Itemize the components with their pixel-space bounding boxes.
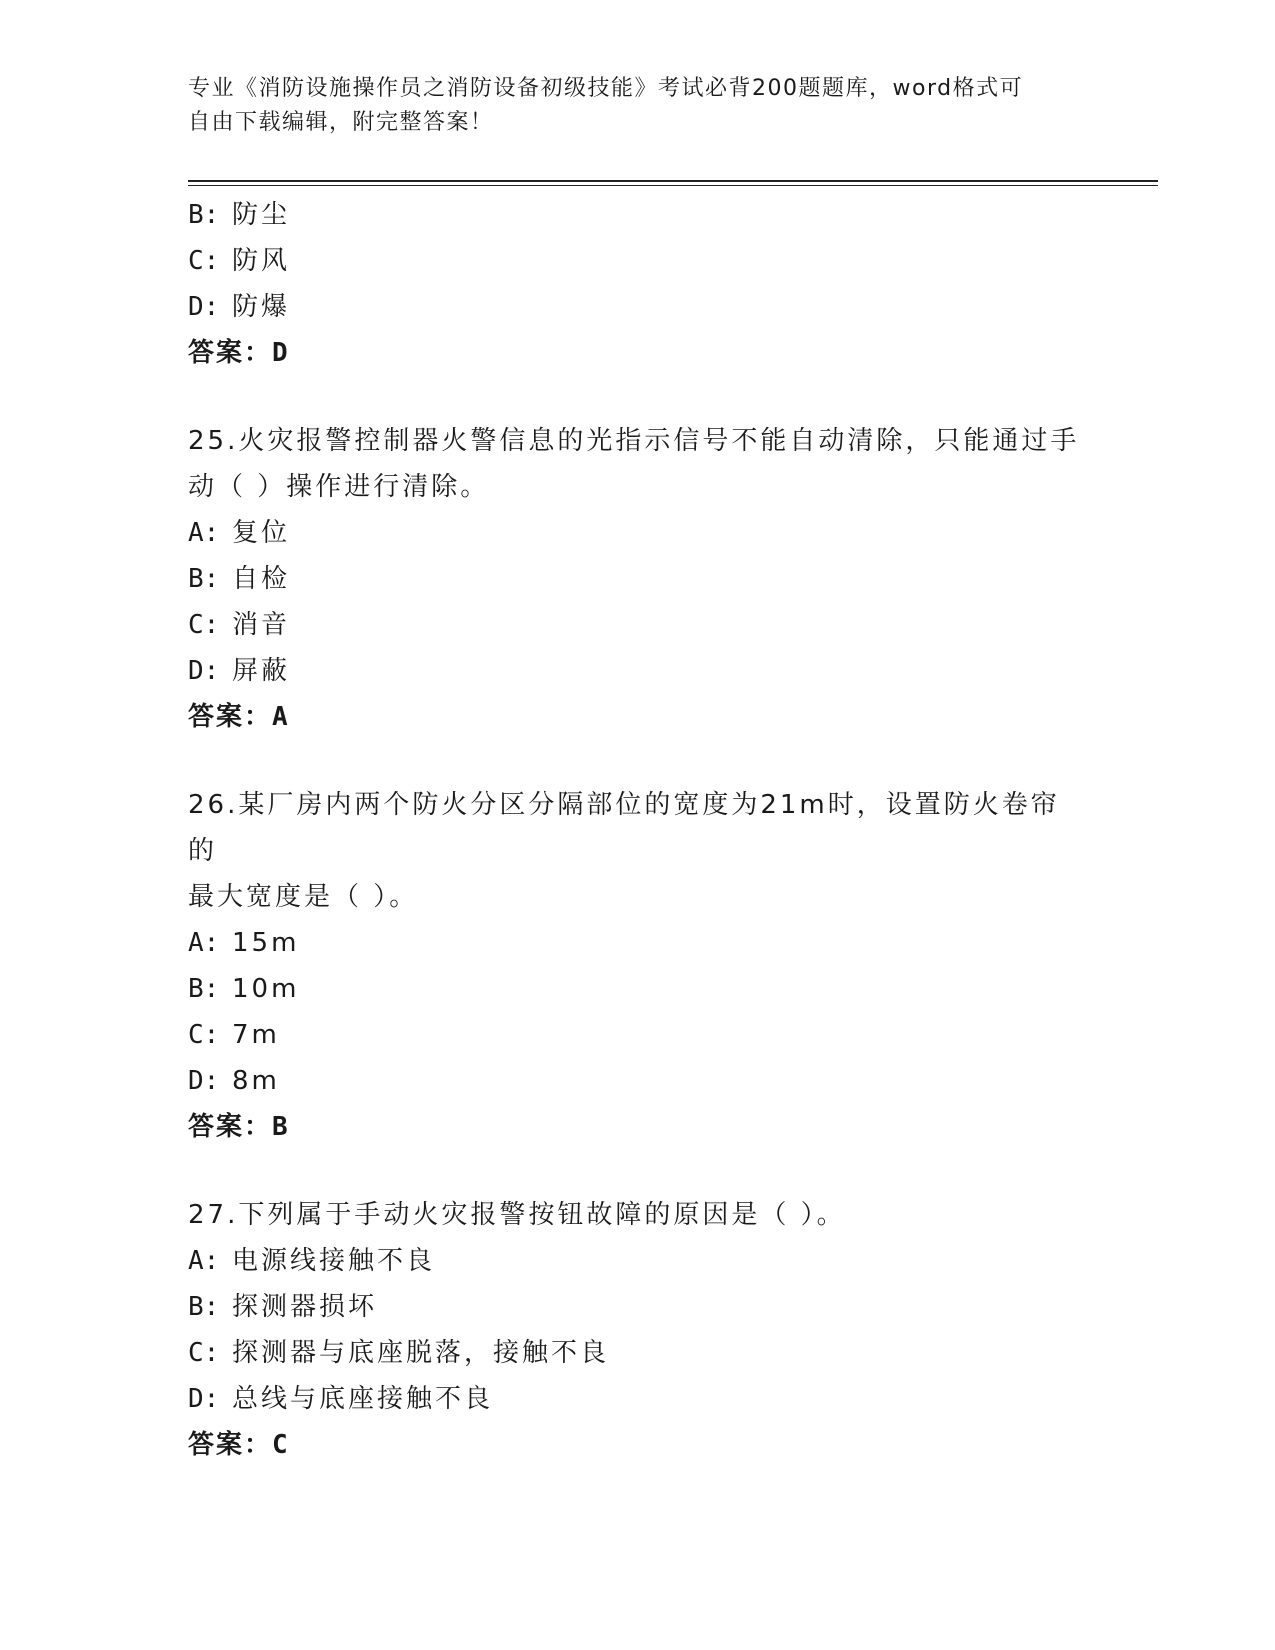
option-d [188,284,1088,330]
option-label: D: [188,1384,220,1414]
option-label: B: [188,974,220,1004]
option-label: B: [188,200,220,230]
question-25 [188,418,1088,740]
question-line-1: 25.火灾报警控制器火警信息的光指示信号不能自动清除，只能通过手 [188,426,1080,456]
header-rule-thin [188,185,1158,186]
answer-line [188,330,1088,376]
option-label: C: [188,246,220,276]
option-a [188,510,1088,556]
option-text: 总线与底座接触不良 [232,1384,494,1414]
question-line-1: 26.某厂房内两个防火分区分隔部位的宽度为21m时，设置防火卷帘的 [188,790,1060,866]
option-text: 自检 [232,564,291,594]
option-text: 探测器与底座脱落，接触不良 [232,1338,610,1368]
option-label: C: [188,1338,220,1368]
option-text: 7m [232,1020,280,1050]
answer-label: 答案： [188,1430,273,1460]
answer-line [188,694,1088,740]
option-c [188,1330,1088,1376]
question-text [188,782,1088,920]
answer-line [188,1422,1088,1468]
answer-value: C [272,1430,288,1460]
option-text: 复位 [232,518,291,548]
header-rule-thick [188,180,1158,182]
header-line-1: 专业《消防设施操作员之消防设备初级技能》考试必背200题题库，word格式可 [188,76,1024,101]
option-text: 防尘 [232,200,291,230]
answer-value: B [272,1112,288,1142]
option-c [188,602,1088,648]
answer-value: A [272,702,288,732]
option-a [188,1238,1088,1284]
option-d [188,1376,1088,1422]
option-c [188,238,1088,284]
option-b [188,966,1088,1012]
answer-label: 答案： [188,702,273,732]
question-text [188,1192,1088,1238]
document-header [188,72,1068,140]
question-line-2: 最大宽度是（ ）。 [188,882,419,912]
question-27 [188,1192,1088,1468]
question-line-2: 动（ ）操作进行清除。 [188,472,490,502]
continued-question [188,192,1088,376]
option-label: B: [188,564,220,594]
option-label: D: [188,656,220,686]
option-text: 电源线接触不良 [232,1246,436,1276]
option-text: 屏蔽 [232,656,291,686]
option-text: 8m [232,1066,280,1096]
option-text: 10m [232,974,300,1004]
question-26 [188,782,1088,1150]
option-label: C: [188,610,220,640]
header-line-2: 自由下载编辑，附完整答案！ [188,110,494,135]
answer-label: 答案： [188,338,273,368]
option-text: 防风 [232,246,291,276]
option-text: 防爆 [232,292,291,322]
option-label: D: [188,1066,220,1096]
option-b [188,192,1088,238]
option-label: A: [188,518,220,548]
option-text: 探测器损坏 [232,1292,378,1322]
option-text: 15m [232,928,300,958]
question-line-1: 27.下列属于手动火灾报警按钮故障的原因是（ ）。 [188,1200,846,1230]
option-label: C: [188,1020,220,1050]
question-content [188,192,1088,1468]
option-d [188,1058,1088,1104]
answer-line [188,1104,1088,1150]
question-text [188,418,1088,510]
option-c [188,1012,1088,1058]
answer-label: 答案： [188,1112,273,1142]
answer-value: D [272,338,288,368]
option-text: 消音 [232,610,291,640]
option-b [188,1284,1088,1330]
option-label: A: [188,1246,220,1276]
option-label: D: [188,292,220,322]
option-label: A: [188,928,220,958]
option-a [188,920,1088,966]
option-label: B: [188,1292,220,1322]
option-b [188,556,1088,602]
option-d [188,648,1088,694]
